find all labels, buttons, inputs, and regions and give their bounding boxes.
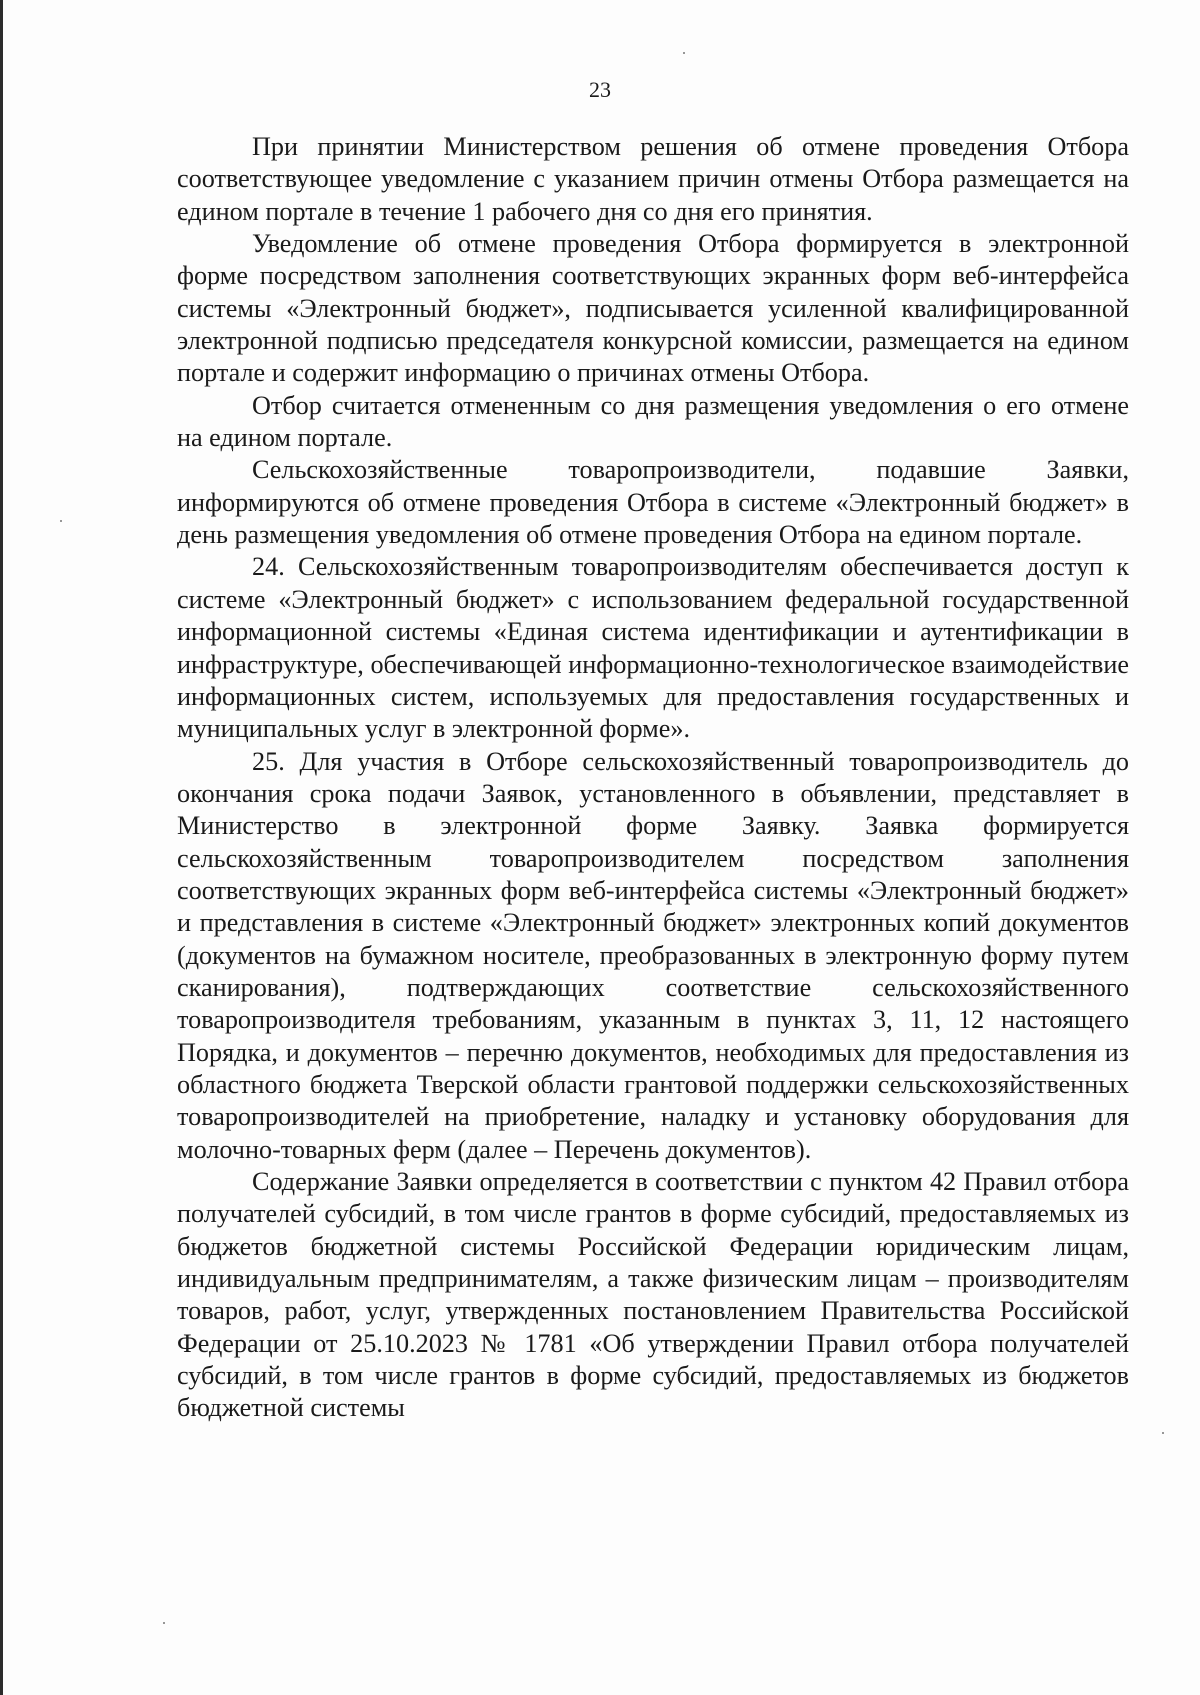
scan-speck: [163, 1622, 165, 1624]
document-body: [177, 131, 1129, 1425]
paragraph-clause-24: 24. Сельскохозяйственным товаропроизводителям обеспечивается доступ к системе «Электронный бюджет» с использованием федеральной государственной информационной системы «Единая система идентификации и аутентификации в инфраструктуре, обеспечивающей информационно-технологическое взаимодействие информационных систем, используемых для предоставления государственных и муниципальных услуг в электронной форме».: [177, 552, 1129, 744]
paragraph-clause-25: 25. Для участия в Отборе сельскохозяйственный товаропроизводитель до окончания срока подачи Заявок, установленного в объявлении, представляет в Министерство в электронной форме Заявку. Заявка формируется сельскохозяйственным товаропроизводителем посредством заполнения соответствующих экранных форм веб-интерфейса системы «Электронный бюджет» и представления в системе «Электронный бюджет» электронных копий документов (документов на бумажном носителе, преобразованных в электронную форму путем сканирования), подтверждающих соответствие сельскохозяйственного товаропроизводителя требованиям, указанным в пунктах 3, 11, 12 настоящего Порядка, и документов – перечню документов, необходимых для предоставления из областного бюджета Тверской области грантовой поддержки сельскохозяйственных товаропроизводителей на приобретение, наладку и установку оборудования для молочно-товарных ферм (далее – Перечень документов).: [177, 746, 1129, 1164]
scan-edge: [0, 0, 3, 1695]
page-number: 23: [589, 77, 611, 102]
paragraph-applicants-informed: Сельскохозяйственные товаропроизводители, подавшие Заявки, информируются об отмене проведения Отбора в системе «Электронный бюджет» в день размещения уведомления об отмене проведения Отбора на едином портале.: [177, 455, 1129, 550]
paragraph-cancel-notice: При принятии Министерством решения об отмене проведения Отбора соответствующее уведомление с указанием причин отмены Отбора размещается на едином портале в течение 1 рабочего дня со дня его принятия.: [177, 132, 1129, 226]
scan-speck: [1162, 1432, 1164, 1434]
paragraph-notice-format: Уведомление об отмене проведения Отбора формируется в электронной форме посредством заполнения соответствующих экранных форм веб-интерфейса системы «Электронный бюджет», подписывается усиленной квалифицированной электронной подписью председателя конкурсной комиссии, размещается на едином портале и содержит информацию о причинах отмены Отбора.: [177, 229, 1129, 388]
paragraph-cancel-effective: Отбор считается отмененным со дня размещения уведомления о его отмене на едином портале.: [177, 390, 1129, 453]
scan-speck: [683, 52, 685, 54]
paragraph-application-content: Содержание Заявки определяется в соответствии с пунктом 42 Правил отбора получателей субсидий, в том числе грантов в форме субсидий, предоставляемых из бюджетов бюджетной системы Российской Федерации юридическим лицам, индивидуальным предпринимателям, а также физическим лицам – производителям товаров, работ, услуг, утвержденных постановлением Правительства Российской Федерации от 25.10.2023 № 1781 «Об утверждении Правил отбора получателей субсидий, в том числе грантов в форме субсидий, предоставляемых из бюджетов бюджетной системы: [177, 1167, 1129, 1423]
scan-speck: [60, 520, 62, 522]
